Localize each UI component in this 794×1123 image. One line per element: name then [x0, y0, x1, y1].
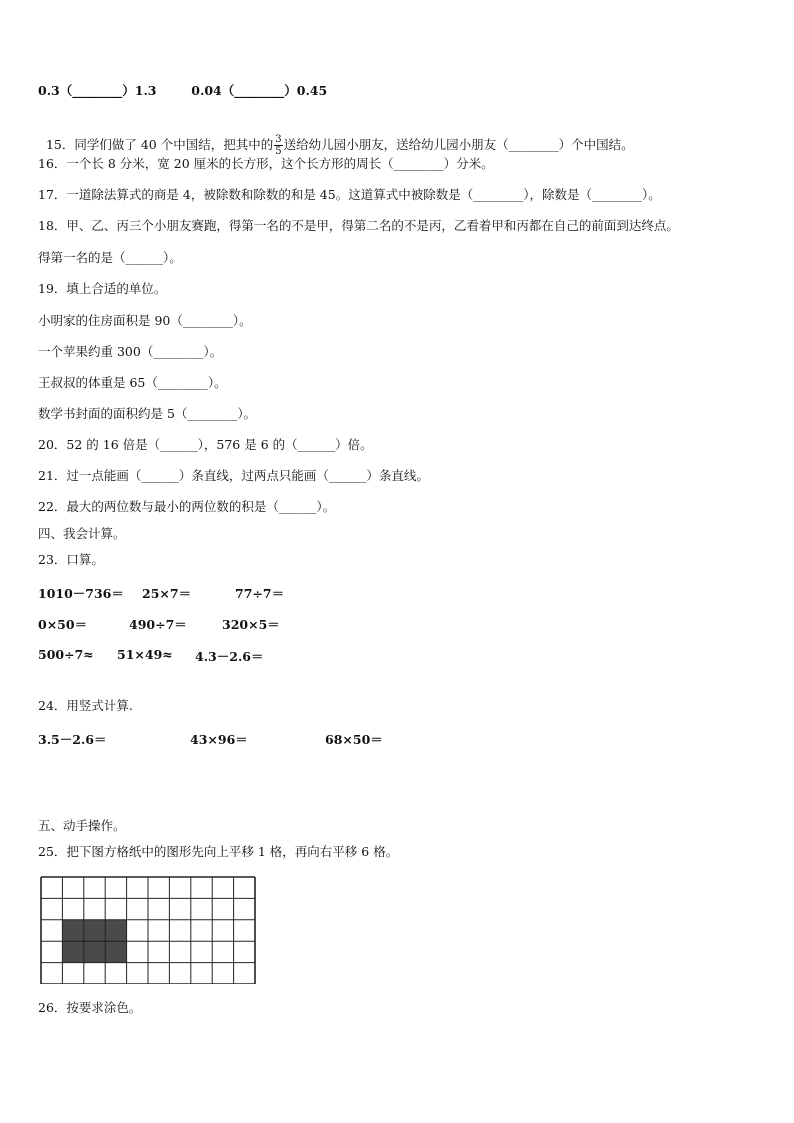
question-15 — [38, 118, 634, 157]
question-26: 26．按要求涂色。 — [38, 1000, 142, 1015]
oral-calc-2-2: 490÷7＝ — [129, 617, 187, 632]
question-18-line1: 18．甲、乙、丙三个小朋友赛跑，得第一名的不是甲，得第二名的不是丙，乙看着甲和丙都在自己的前面到达终点。 — [38, 218, 679, 233]
q14-comparison: 0.3（________）1.3 0.04（________）0.45 — [38, 83, 328, 98]
fraction-denominator: 5 — [275, 146, 282, 157]
oral-calc-2-3: 320×5＝ — [222, 617, 280, 632]
vertical-calc-3: 68×50＝ — [325, 732, 383, 747]
vertical-calc-2: 43×96＝ — [190, 732, 248, 747]
question-24: 24．用竖式计算. — [38, 698, 133, 713]
section-5-heading: 五、动手操作。 — [38, 818, 126, 833]
section-4-heading: 四、我会计算。 — [38, 526, 126, 541]
question-19-b: 一个苹果约重 300（________）。 — [38, 344, 223, 359]
question-20: 20．52 的 16 倍是（______），576 是 6 的（______）倍。 — [38, 437, 373, 452]
oral-calc-2-1: 0×50＝ — [38, 617, 88, 632]
question-19-d: 数学书封面的面积约是 5（________）。 — [38, 406, 257, 421]
question-19: 19．填上合适的单位。 — [38, 281, 167, 296]
oral-calc-1-3: 77÷7＝ — [235, 586, 285, 601]
question-21: 21．过一点能画（______）条直线，过两点只能画（______）条直线。 — [38, 468, 429, 483]
oral-calc-3-2: 51×49≈ — [117, 647, 173, 662]
q15-fraction — [274, 134, 282, 157]
question-19-a: 小明家的住房面积是 90（________）。 — [38, 313, 252, 328]
question-23: 23．口算。 — [38, 552, 104, 567]
question-18-line2: 得第一名的是（______）。 — [38, 250, 182, 265]
square-grid-paper — [40, 876, 258, 984]
oral-calc-1-1: 1010－736＝ — [38, 586, 124, 601]
question-19-c: 王叔叔的体重是 65（________）。 — [38, 375, 227, 390]
question-25: 25．把下图方格纸中的图形先向上平移 1 格，再向右平移 6 格。 — [38, 844, 399, 859]
oral-calc-3-1: 500÷7≈ — [38, 647, 94, 662]
question-17: 17．一道除法算式的商是 4，被除数和除数的和是 45。这道算式中被除数是（________），除数是（________）。 — [38, 187, 661, 202]
question-16: 16．一个长 8 分米，宽 20 厘米的长方形，这个长方形的周长（________）分米。 — [38, 156, 494, 171]
q15-text-pre: 15．同学们做了 40 个中国结，把其中的 — [45, 137, 274, 152]
vertical-calc-1: 3.5－2.6＝ — [38, 732, 107, 747]
oral-calc-3-3: 4.3－2.6＝ — [195, 649, 264, 664]
oral-calc-1-2: 25×7＝ — [142, 586, 192, 601]
fraction-numerator: 3 — [275, 134, 282, 145]
q15-text-post: 送给幼儿园小朋友，送给幼儿园小朋友（________）个中国结。 — [283, 137, 634, 152]
question-22: 22．最大的两位数与最小的两位数的积是（______）。 — [38, 499, 336, 514]
